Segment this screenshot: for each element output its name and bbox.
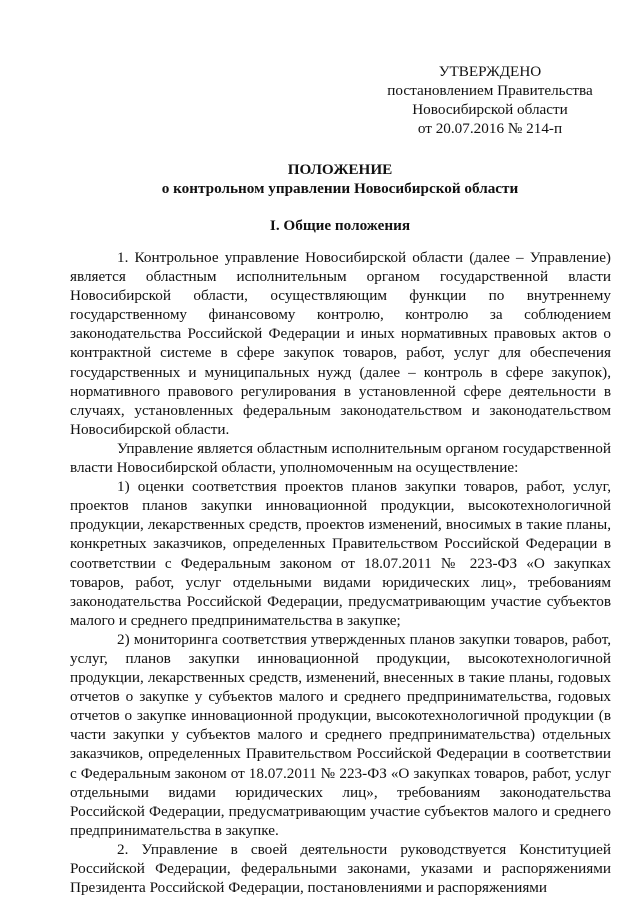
document-body bbox=[70, 248, 611, 897]
title-line-1: ПОЛОЖЕНИЕ bbox=[287, 161, 393, 178]
title-line-2: о контрольном управлении Новосибирской области bbox=[161, 180, 519, 198]
approval-line: постановлением Правительства bbox=[387, 82, 593, 100]
approval-heading: УТВЕРЖДЕНО bbox=[438, 63, 542, 80]
paragraph-2: Управление является областным исполнительным органом государственной власти Новосибирской области, уполномоченным на осуществление: bbox=[70, 439, 611, 477]
section-heading: I. Общие положения bbox=[269, 217, 411, 234]
document-title bbox=[70, 160, 610, 198]
approval-date-number: от 20.07.2016 № 214-п bbox=[417, 120, 563, 138]
approval-line: Новосибирской области bbox=[412, 101, 568, 119]
paragraph-3: 2. Управление в своей деятельности руководствуется Конституцией Российской Федерации, федеральными законами, указами и распоряжениями Президента Российской Федерации, постановлениями и распоряжениями bbox=[70, 840, 611, 897]
approval-stamp bbox=[370, 62, 610, 138]
paragraph-item-2: 2) мониторинга соответствия утвержденных планов закупки товаров, работ, услуг, планов закупки инновационной продукции, высокотехнологичной продукции, лекарственных средств, изменений, внесенных в такие планы, годовых отчетов о закупке у субъектов малого и среднего предпринимательства, годовых отчетов о закупке инновационной продукции, высокотехнологичной продукции (в части закупки у субъектов малого и среднего предпринимательства) отдельных заказчиков, определенных Правительством Российской Федерации в соответствии с Федеральным законом от 18.07.2011 № 223-ФЗ «О закупках товаров, работ, услуг отдельными видами юридических лиц», требованиям законодательства Российской Федерации, предусматривающим участие субъектов малого и среднего предпринимательства в закупке. bbox=[70, 630, 611, 839]
paragraph-1: 1. Контрольное управление Новосибирской области (далее – Управление) является областным исполнительным органом государственной власти Новосибирской области, осуществляющим функции по внутреннему государственному финансовому контролю, контролю за соблюдением законодательства Российской Федерации и иных нормативных правовых актов о контрактной системе в сфере закупок товаров, работ, услуг для обеспечения государственных и муниципальных нужд (далее – контроль в сфере закупок), нормативного правового регулирования в установленной сфере деятельности в случаях, установленных федеральным законодательством и законодательством Новосибирской области. bbox=[70, 249, 611, 438]
paragraph-item-1: 1) оценки соответствия проектов планов закупки товаров, работ, услуг, проектов планов закупки инновационной продукции, высокотехнологичной продукции, лекарственных средств, проектов изменений, вносимых в такие планы, конкретных заказчиков, определенных Правительством Российской Федерации в соответствии с Федеральным законом от 18.07.2011 № 223-ФЗ «О закупках товаров, работ, услуг отдельными видами юридических лиц», требованиям законодательства Российской Федерации, предусматривающим участие субъектов малого и среднего предпринимательства в закупке; bbox=[70, 478, 611, 629]
